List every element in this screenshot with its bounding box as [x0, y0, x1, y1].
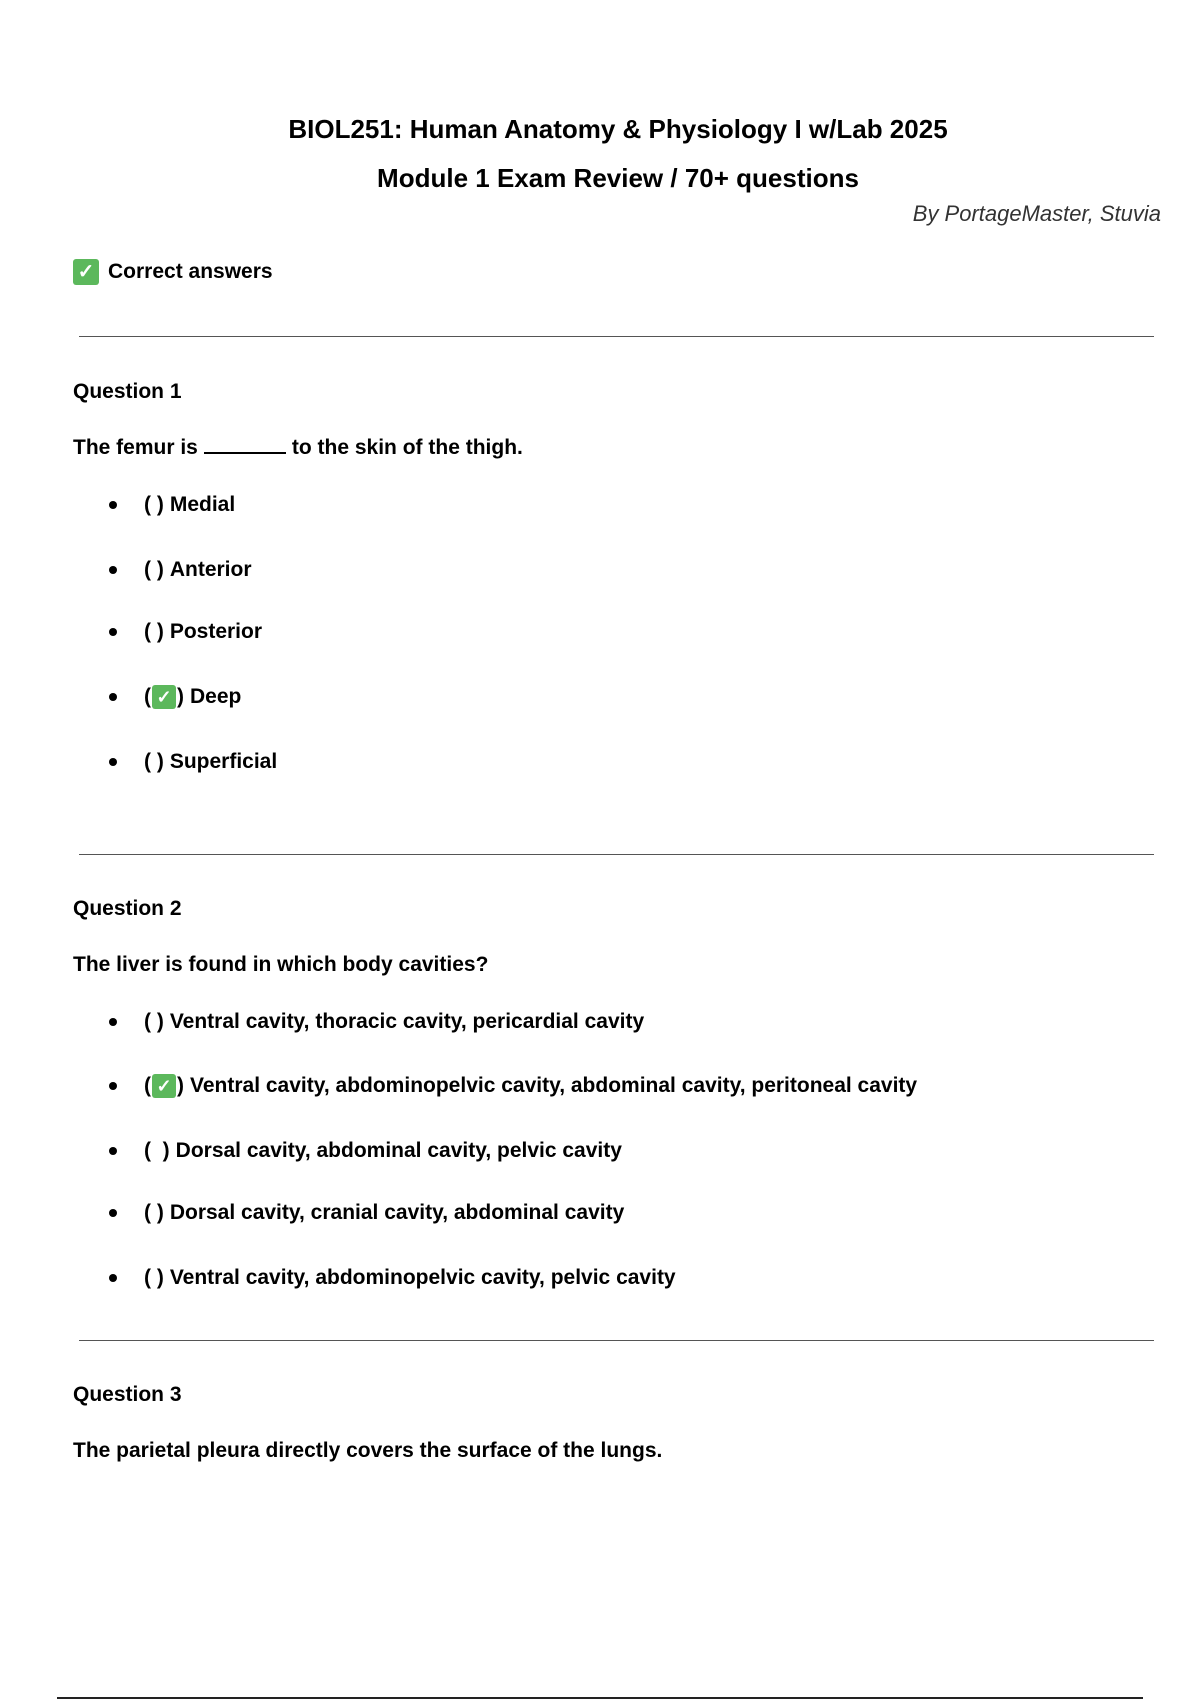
bullet-icon [109, 1082, 117, 1090]
question-title: Question 3 [73, 1383, 182, 1406]
document-title: BIOL251: Human Anatomy & Physiology I w/Lab 2025 [288, 114, 948, 144]
answer-label: Dorsal cavity, cranial cavity, abdominal cavity [169, 1201, 625, 1224]
check-mark-icon: ✓ [152, 1074, 176, 1098]
answer-label: Deep [190, 685, 242, 708]
bullet-icon [109, 566, 117, 574]
bullet-icon [109, 1018, 117, 1026]
answer-label: Ventral cavity, abdominopelvic cavity, abdominal cavity, peritoneal cavity [190, 1074, 918, 1097]
fill-in-blank [204, 434, 286, 454]
answer-option [109, 1197, 624, 1229]
answer-option [109, 1262, 676, 1294]
answer-label: Medial [169, 493, 236, 516]
section-divider [79, 854, 1154, 855]
bullet-icon [109, 501, 117, 509]
check-mark-icon: ✓ [152, 685, 176, 709]
answer-option [109, 1135, 622, 1167]
question-text-before: The femur is [73, 436, 198, 459]
answer-marker-correct: ( ✓ ) [144, 1074, 184, 1097]
answer-option-correct [109, 1070, 917, 1102]
question-text: The liver is found in which body cavities? [73, 953, 489, 976]
answer-marker: ( ) [144, 1010, 164, 1033]
bullet-icon [109, 1274, 117, 1282]
answer-marker: ( ) [144, 493, 164, 516]
answer-option [109, 746, 277, 778]
answer-label: Dorsal cavity, abdominal cavity, pelvic cavity [175, 1139, 622, 1162]
answer-marker: ( ) [144, 1139, 170, 1162]
answer-option [109, 616, 262, 648]
bullet-icon [109, 1147, 117, 1155]
answer-option [109, 489, 235, 521]
page-bottom-rule [57, 1697, 1143, 1699]
section-divider [79, 336, 1154, 337]
bullet-icon [109, 628, 117, 636]
question-title: Question 1 [73, 380, 182, 403]
answer-label: Posterior [169, 620, 263, 643]
question-text: The parietal pleura directly covers the surface of the lungs. [73, 1439, 663, 1462]
answer-marker: ( ) [144, 1266, 164, 1289]
answer-option [109, 1006, 644, 1038]
answer-label: Anterior [169, 558, 252, 581]
answer-option-correct [109, 681, 241, 713]
answer-label: Superficial [169, 750, 278, 773]
answer-label: Ventral cavity, thoracic cavity, pericardial cavity [169, 1010, 645, 1033]
answer-label: Ventral cavity, abdominopelvic cavity, pelvic cavity [169, 1266, 676, 1289]
legend-label: Correct answers [108, 260, 273, 283]
bullet-icon [109, 1209, 117, 1217]
question-title: Question 2 [73, 897, 182, 920]
answer-marker: ( ) [144, 1201, 164, 1224]
author-byline: By PortageMaster, Stuvia [912, 201, 1161, 226]
bullet-icon [109, 758, 117, 766]
check-mark-icon: ✓ [73, 259, 99, 285]
document-subtitle: Module 1 Exam Review / 70+ questions [377, 163, 859, 193]
answer-option [109, 554, 252, 586]
question-text-after: to the skin of the thigh. [291, 436, 523, 459]
answer-marker: ( ) [144, 558, 164, 581]
legend [73, 256, 273, 288]
bullet-icon [109, 693, 117, 701]
question-text [73, 434, 523, 462]
section-divider [79, 1340, 1154, 1341]
answer-marker: ( ) [144, 620, 164, 643]
answer-marker-correct: ( ✓ ) [144, 685, 184, 708]
answer-marker: ( ) [144, 750, 164, 773]
